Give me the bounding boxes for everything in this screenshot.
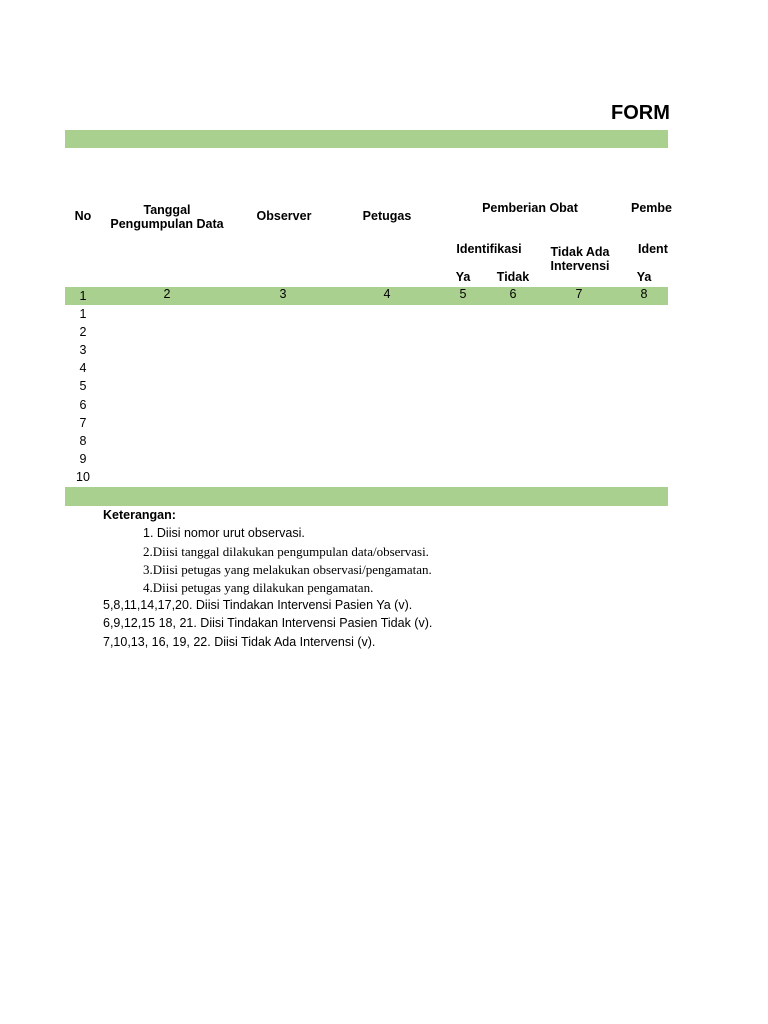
- column-number: 1: [79, 289, 87, 303]
- note-item: 1. Diisi nomor urut observasi.: [143, 526, 305, 540]
- column-number: 7: [575, 287, 583, 301]
- note-item: 6,9,12,15 18, 21. Diisi Tindakan Intervensi Pasien Tidak (v).: [103, 616, 433, 630]
- header-pemberian-obat: Pemberian Obat: [482, 201, 578, 215]
- note-item: 2.Diisi tanggal dilakukan pengumpulan data/observasi.: [143, 544, 429, 559]
- header-no: No: [74, 209, 92, 223]
- header-identifikasi-cut: Ident: [638, 242, 668, 256]
- note-item: 5,8,11,14,17,20. Diisi Tindakan Intervensi Pasien Ya (v).: [103, 598, 413, 612]
- form-title: FORM: [611, 102, 670, 124]
- column-number: 6: [509, 287, 517, 301]
- header-identifikasi: Identifikasi: [456, 242, 522, 256]
- table-row-number: 7: [79, 416, 87, 430]
- table-row-number: 3: [79, 343, 87, 357]
- header-tidak: Tidak: [496, 270, 530, 284]
- table-row-number: 8: [79, 434, 87, 448]
- header-band: [65, 130, 668, 148]
- table-row-number: 10: [76, 470, 90, 484]
- header-petugas: Petugas: [362, 209, 412, 223]
- column-number: 3: [279, 287, 287, 301]
- notes-heading: Keterangan:: [103, 508, 176, 522]
- table-row-number: 6: [79, 398, 87, 412]
- column-number: 4: [383, 287, 391, 301]
- header-observer: Observer: [256, 209, 312, 223]
- header-ya-2: Ya: [636, 270, 652, 284]
- header-ya: Ya: [455, 270, 471, 284]
- header-tidak-ada-intervensi: Tidak Ada Intervensi: [550, 245, 610, 273]
- table-row-number: 5: [79, 379, 87, 393]
- header-pemberian-cut: Pembe: [631, 201, 672, 215]
- footer-band: [65, 487, 668, 506]
- note-item: 7,10,13, 16, 19, 22. Diisi Tidak Ada Intervensi (v).: [103, 635, 376, 649]
- table-row-number: 4: [79, 361, 87, 375]
- table-row-number: 1: [79, 307, 87, 321]
- column-number: 2: [163, 287, 171, 301]
- table-row-number: 9: [79, 452, 87, 466]
- table-row-number: 2: [79, 325, 87, 339]
- header-tanggal: Tanggal Pengumpulan Data: [110, 203, 224, 231]
- note-item: 4.Diisi petugas yang dilakukan pengamatan.: [143, 580, 374, 595]
- column-number: 8: [640, 287, 648, 301]
- column-number: 5: [459, 287, 467, 301]
- note-item: 3.Diisi petugas yang melakukan observasi/pengamatan.: [143, 562, 432, 577]
